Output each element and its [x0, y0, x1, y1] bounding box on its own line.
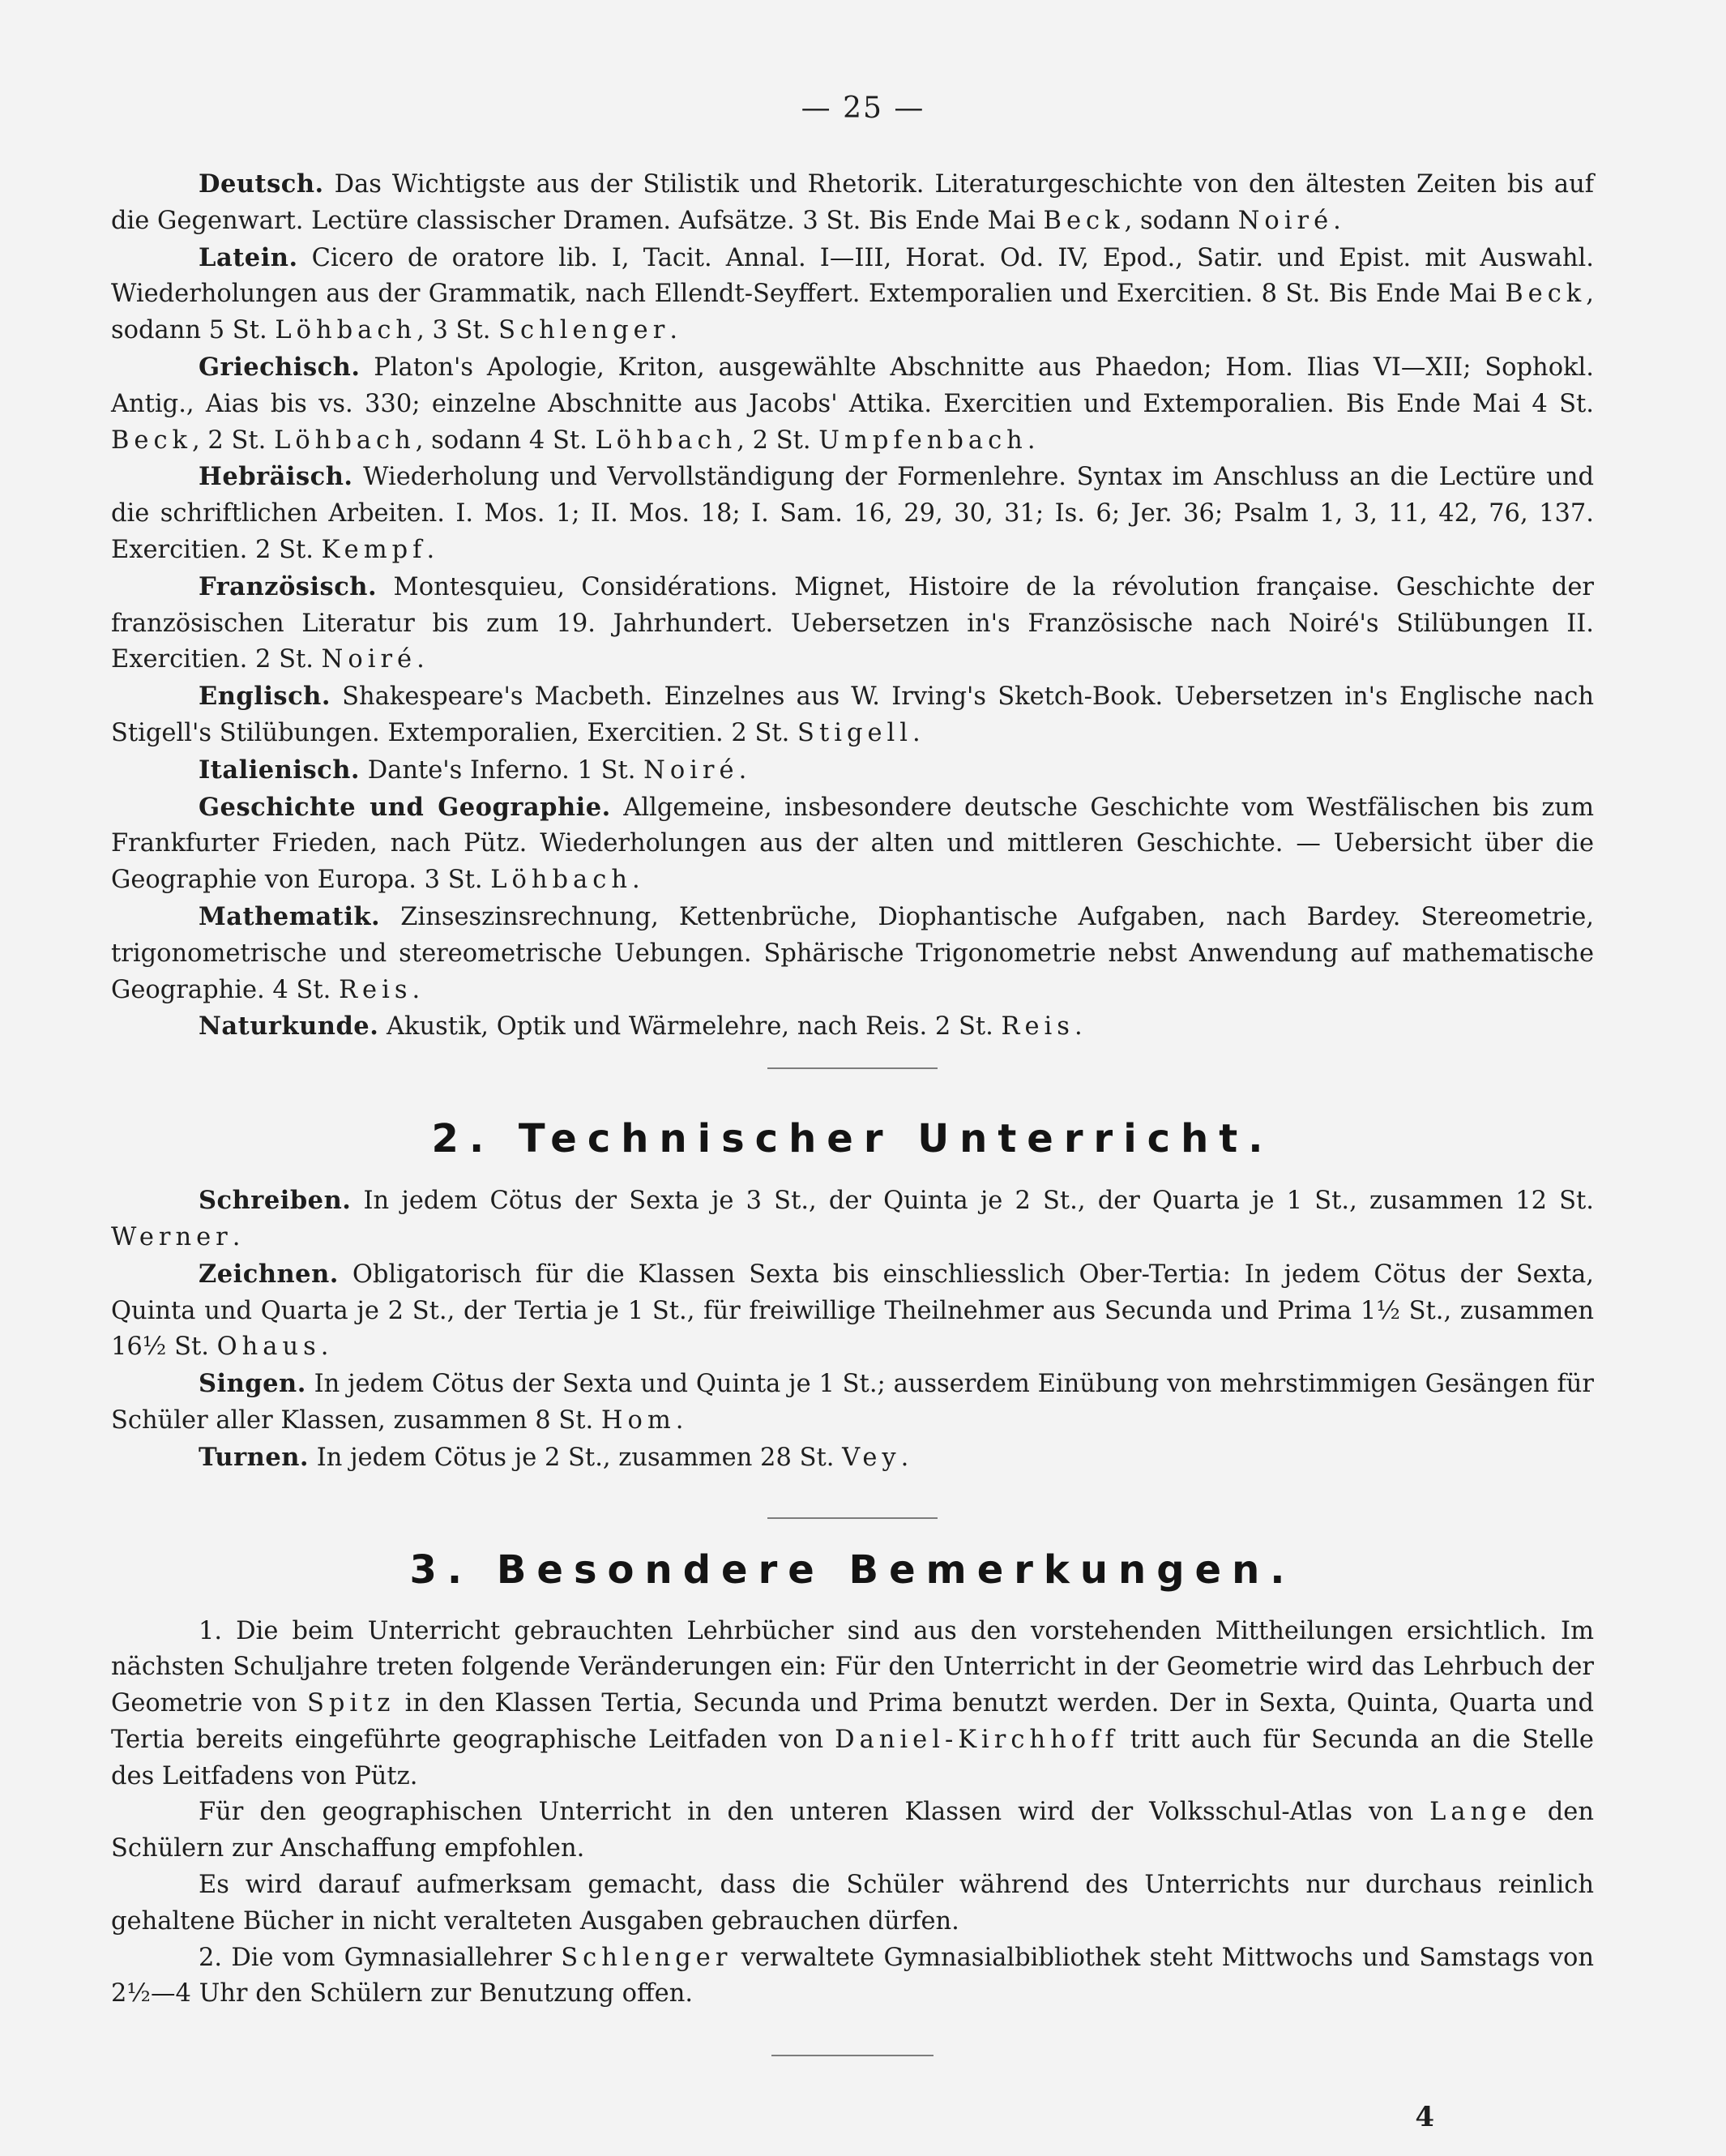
paragraph-text: , 2 St.: [737, 426, 819, 455]
paragraph-text: .: [417, 645, 425, 674]
paragraph-text: .: [412, 975, 421, 1004]
paragraph-text: tritt auch für Secunda an die Stelle des Leitfadens von Pütz.: [111, 1725, 1594, 1790]
subject-heading: Griechisch.: [199, 352, 361, 382]
paragraph: [111, 1614, 1594, 1795]
paragraph-text: Platon's Apologie, Kriton, ausgewählte Abschnitte aus Phaedon; Hom. Ilias VI—XII; Sophokl. Antig., Aias bis vs. 330; einzelne Abschnitte aus Jacobs' Attika. Exercitien und Extemporalien. Bis Ende Mai 4 St.: [111, 353, 1594, 418]
divider-rule: [767, 1517, 938, 1519]
subject-heading: Singen.: [199, 1369, 306, 1399]
paragraph: [111, 166, 1594, 240]
teacher-name: Ohaus: [216, 1333, 321, 1362]
paragraph: [111, 240, 1594, 349]
paragraph-text: In jedem Cötus der Sexta und Quinta je 1 St.; ausserdem Einübung von mehrstimmigen Gesängen für Schüler aller Klassen, zusammen 8 St.: [111, 1370, 1594, 1435]
section-2-heading: 2. Technischer Unterricht.: [431, 1116, 1274, 1162]
paragraph-text: .: [1074, 1012, 1083, 1042]
paragraph-text: , 3 St.: [417, 316, 499, 345]
teacher-name: Noiré: [321, 645, 417, 674]
paragraph: [111, 569, 1594, 678]
paragraph: [111, 1256, 1594, 1366]
paragraph: [111, 1439, 1594, 1477]
paragraph-text: Obligatorisch für die Klassen Sexta bis einschliesslich Ober-Tertia: In jedem Cötus der Sexta, Quinta und Quarta je 2 St., der Tertia je 1 St., für freiwillige Theilnehmer aus Secunda und Prima 1½ St., zusammen 16½ St.: [111, 1260, 1594, 1362]
paragraph-text: .: [426, 535, 435, 564]
subject-heading: Hebräisch.: [199, 462, 353, 492]
paragraph-text: .: [912, 718, 921, 747]
teacher-name: Reis: [339, 975, 412, 1004]
subject-heading: Naturkunde.: [199, 1012, 379, 1042]
paragraph-text: Montesquieu, Considérations. Mignet, Histoire de la révolution française. Geschichte der französischen Literatur bis zum 19. Jahrhundert. Uebersetzen in's Französische nach Noiré's Stilübungen II. Exercitien. 2 St.: [111, 572, 1594, 674]
teacher-name: Beck: [1505, 280, 1587, 309]
paragraph-text: Dante's Inferno. 1 St.: [360, 755, 644, 785]
paragraph-text: Wiederholung und Vervollständigung der Formenlehre. Syntax im Anschluss an die Lectüre und die schriftlichen Arbeiten. I. Mos. 1; II. Mos. 18; I. Sam. 16, 29, 30, 31; Is. 6; Jer. 36; Psalm 1, 3, 11, 42, 76, 137. Exercitien. 2 St.: [111, 463, 1594, 564]
page-number: — 25 —: [801, 92, 925, 125]
paragraph: [111, 349, 1594, 459]
paragraph-text: in den Klassen Tertia, Secunda und Prima benutzt werden. Der in Sexta, Quinta, Quarta und Tertia bereits eingeführte geographische Leitfaden von: [111, 1689, 1595, 1754]
subject-heading: Turnen.: [199, 1442, 310, 1472]
section-1-subjects: [111, 166, 1594, 1046]
subject-heading: Englisch.: [199, 682, 331, 712]
subject-heading: Latein.: [199, 242, 298, 272]
paragraph-text: , sodann: [1124, 206, 1238, 235]
subject-heading: Mathematik.: [199, 901, 381, 931]
paragraph: [111, 1183, 1594, 1256]
paragraph-text: , sodann 4 St.: [415, 426, 596, 455]
paragraph: [111, 459, 1594, 568]
paragraph-text: 2. Die vom Gymnasiallehrer: [199, 1943, 562, 1972]
page-content: [111, 166, 1594, 2056]
paragraph-text: verwaltete Gymnasialbibliothek steht Mittwochs und Samstags von 2½—4 Uhr den Schülern zur Benutzung offen.: [111, 1943, 1595, 2008]
paragraph-text: Es wird darauf aufmerksam gemacht, dass die Schüler während des Unterrichts nur durchaus reinlich gehaltene Bücher in nicht veralteten Ausgaben gebrauchen dürfen.: [111, 1871, 1594, 1936]
paragraph-text: .: [1333, 206, 1341, 235]
teacher-name: Noiré: [1237, 206, 1334, 235]
paragraph-text: .: [232, 1222, 241, 1251]
paragraph-text: In jedem Cötus je 2 St., zusammen 28 St.: [309, 1443, 843, 1472]
teacher-name: Reis: [1001, 1012, 1074, 1042]
teacher-name: Hom: [600, 1405, 676, 1435]
teacher-name: Löhbach: [490, 866, 632, 895]
teacher-name: Spitz: [306, 1689, 395, 1718]
paragraph: [111, 1940, 1594, 2013]
teacher-name: Beck: [1043, 206, 1125, 235]
teacher-name: Stigell: [797, 718, 913, 747]
subject-heading: Deutsch.: [199, 169, 324, 199]
paragraph: [111, 789, 1594, 899]
subject-heading: Geschichte und Geographie.: [199, 792, 611, 822]
paragraph-text: In jedem Cötus der Sexta je 3 St., der Quinta je 2 St., der Quarta je 1 St., zusammen 12 St.: [351, 1187, 1594, 1216]
paragraph: [111, 678, 1594, 752]
subject-heading: Zeichnen.: [199, 1259, 339, 1289]
paragraph-text: den Schülern zur Anschaffung empfohlen.: [111, 1798, 1594, 1863]
paragraph-text: .: [320, 1333, 329, 1362]
teacher-name: Löhbach: [275, 316, 417, 345]
divider-rule: [767, 1067, 938, 1069]
teacher-name: Umpfenbach: [818, 426, 1027, 455]
paragraph-text: Das Wichtigste aus der Stilistik und Rhetorik. Literaturgeschichte von den ältesten Zeiten bis auf die Gegenwart. Lectüre classischer Dramen. Aufsätze. 3 St. Bis Ende Mai: [111, 170, 1594, 235]
teacher-name: Vey: [842, 1443, 901, 1472]
paragraph: [111, 1366, 1594, 1439]
divider-rule: [771, 2055, 933, 2056]
teacher-name: Daniel-Kirchhoff: [835, 1725, 1119, 1754]
teacher-name: Kempf: [321, 535, 427, 564]
teacher-name: Löhbach: [595, 426, 737, 455]
paragraph-text: , sodann 5 St.: [111, 280, 1594, 345]
paragraph: [111, 1008, 1594, 1046]
paragraph-text: .: [738, 755, 747, 785]
paragraph: [111, 899, 1594, 1008]
teacher-name: Lange: [1429, 1798, 1532, 1827]
paragraph-text: Allgemeine, insbesondere deutsche Geschichte vom Westfälischen bis zum Frankfurter Frieden, nach Pütz. Wiederholungen aus der alten und mittleren Geschichte. — Uebersicht über die Geographie von Europa. 3 St.: [111, 793, 1594, 895]
paragraph-text: .: [675, 1405, 684, 1435]
paragraph: [111, 1867, 1594, 1940]
paragraph-text: Shakespeare's Macbeth. Einzelnes aus W. Irving's Sketch-Book. Uebersetzen in's Englische nach Stigell's Stilübungen. Extemporalien, Exercitien. 2 St.: [111, 682, 1594, 747]
teacher-name: Schlenger: [561, 1943, 733, 1972]
signature-mark: 4: [1415, 2101, 1434, 2133]
teacher-name: Noiré: [643, 755, 739, 785]
paragraph-text: Akustik, Optik und Wärmelehre, nach Reis. 2 St.: [378, 1012, 1002, 1042]
teacher-name: Schlenger: [498, 316, 670, 345]
teacher-name: Beck: [111, 426, 193, 455]
teacher-name: Löhbach: [274, 426, 416, 455]
paragraph-text: .: [631, 866, 640, 895]
subject-heading: Schreiben.: [199, 1186, 352, 1216]
paragraph-text: 1. Die beim Unterricht gebrauchten Lehrbücher sind aus den vorstehenden Mittheilungen ersichtlich. Im nächsten Schuljahre treten folgende Veränderungen ein: Für den Unterricht in der Geometrie wird das Lehrbuch der Geometrie von: [111, 1616, 1594, 1718]
subject-heading: Französisch.: [199, 571, 378, 601]
paragraph-text: Zinseszinsrechnung, Kettenbrüche, Diophantische Aufgaben, nach Bardey. Stereometrie, trigonometrische und stereometrische Uebungen. Sphärische Trigonometrie nebst Anwendung auf mathematische Geographie. 4 St.: [111, 902, 1594, 1004]
paragraph-text: Für den geographischen Unterricht in den unteren Klassen wird der Volksschul-Atlas von: [199, 1798, 1430, 1827]
section-3-remarks: [111, 1614, 1594, 2013]
section-2-technical: [111, 1183, 1594, 1476]
paragraph: [111, 752, 1594, 789]
paragraph-text: .: [1027, 426, 1036, 455]
paragraph-text: .: [669, 316, 678, 345]
teacher-name: Werner: [111, 1222, 233, 1251]
subject-heading: Italienisch.: [199, 755, 360, 785]
section-3-heading: 3. Besondere Bemerkungen.: [409, 1546, 1296, 1593]
paragraph-text: .: [900, 1443, 909, 1472]
paragraph: [111, 1795, 1594, 1867]
paragraph-text: Cicero de oratore lib. I, Tacit. Annal. I—III, Horat. Od. IV, Epod., Satir. und Epist. mit Auswahl. Wiederholungen aus der Grammatik, nach Ellendt-Seyffert. Extemporalien und Exercitien. 8 St. Bis Ende Mai: [111, 243, 1594, 309]
paragraph-text: , 2 St.: [192, 426, 275, 455]
